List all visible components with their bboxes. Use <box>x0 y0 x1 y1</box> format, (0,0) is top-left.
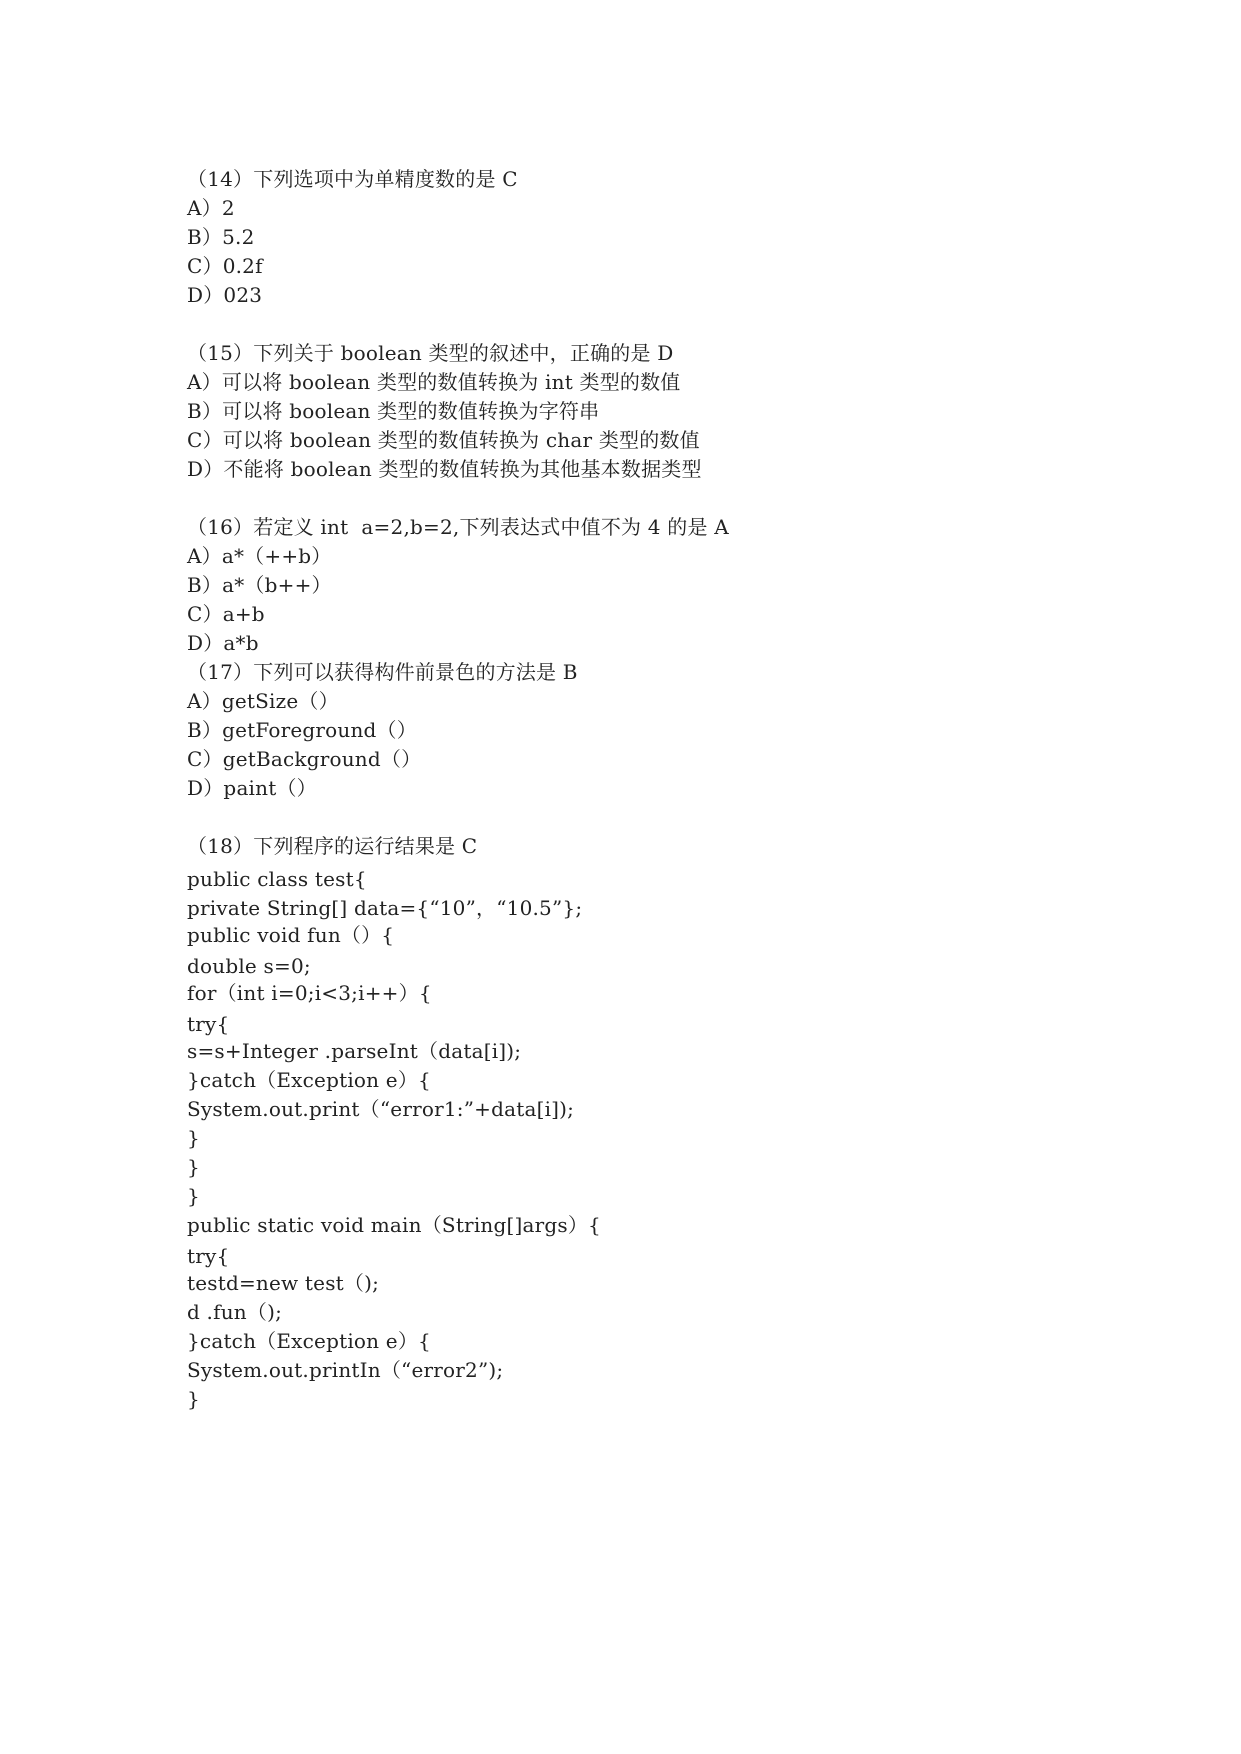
code-line: System.out.print（“error1:”+data[i]); <box>187 1097 575 1121</box>
q17-option-a: A）getSize（） <box>187 689 339 713</box>
code-line: } <box>187 1126 200 1150</box>
q15-option-c: C）可以将 boolean 类型的数值转换为 char 类型的数值 <box>187 428 700 452</box>
q14-option-a: A）2 <box>187 196 235 220</box>
code-line: try{ <box>187 1244 230 1268</box>
code-line: private String[] data={“10”，“10.5”}; <box>187 896 583 920</box>
code-line: public class test{ <box>187 867 367 891</box>
question-17: （17）下列可以获得构件前景色的方法是 B <box>187 660 578 684</box>
q17-option-b: B）getForeground（） <box>187 718 417 742</box>
code-line: testd=new test（); <box>187 1271 380 1295</box>
q17-option-d: D）paint（） <box>187 776 317 800</box>
q14-option-c: C）0.2f <box>187 254 263 278</box>
q15-option-d: D）不能将 boolean 类型的数值转换为其他基本数据类型 <box>187 457 702 481</box>
q16-option-d: D）a*b <box>187 631 259 655</box>
code-line: d .fun（); <box>187 1300 283 1324</box>
code-line: }catch（Exception e）{ <box>187 1068 431 1092</box>
code-line: }catch（Exception e）{ <box>187 1329 431 1353</box>
q16-option-b: B）a*（b++） <box>187 573 332 597</box>
question-16: （16）若定义 int a=2,b=2,下列表达式中值不为 4 的是 A <box>187 515 729 539</box>
q14-option-b: B）5.2 <box>187 225 255 249</box>
code-line: } <box>187 1155 200 1179</box>
code-line: System.out.printIn（“error2”); <box>187 1358 504 1382</box>
code-line: for（int i=0;i<3;i++）{ <box>187 981 432 1005</box>
q16-option-c: C）a+b <box>187 602 265 626</box>
code-line: public static void main（String[]args）{ <box>187 1213 601 1237</box>
q16-option-a: A）a*（++b） <box>187 544 332 568</box>
code-line: double s=0; <box>187 954 311 978</box>
code-line: } <box>187 1387 200 1411</box>
code-line: } <box>187 1184 200 1208</box>
code-line: try{ <box>187 1012 230 1036</box>
question-14: （14）下列选项中为单精度数的是 C <box>187 167 518 191</box>
q14-option-d: D）023 <box>187 283 263 307</box>
code-line: s=s+Integer .parseInt（data[i]); <box>187 1039 522 1063</box>
question-15: （15）下列关于 boolean 类型的叙述中，正确的是 D <box>187 341 674 365</box>
q17-option-c: C）getBackground（） <box>187 747 422 771</box>
code-line: public void fun（）{ <box>187 923 395 947</box>
question-18: （18）下列程序的运行结果是 C <box>187 834 478 858</box>
q15-option-a: A）可以将 boolean 类型的数值转换为 int 类型的数值 <box>187 370 681 394</box>
q15-option-b: B）可以将 boolean 类型的数值转换为字符串 <box>187 399 600 423</box>
